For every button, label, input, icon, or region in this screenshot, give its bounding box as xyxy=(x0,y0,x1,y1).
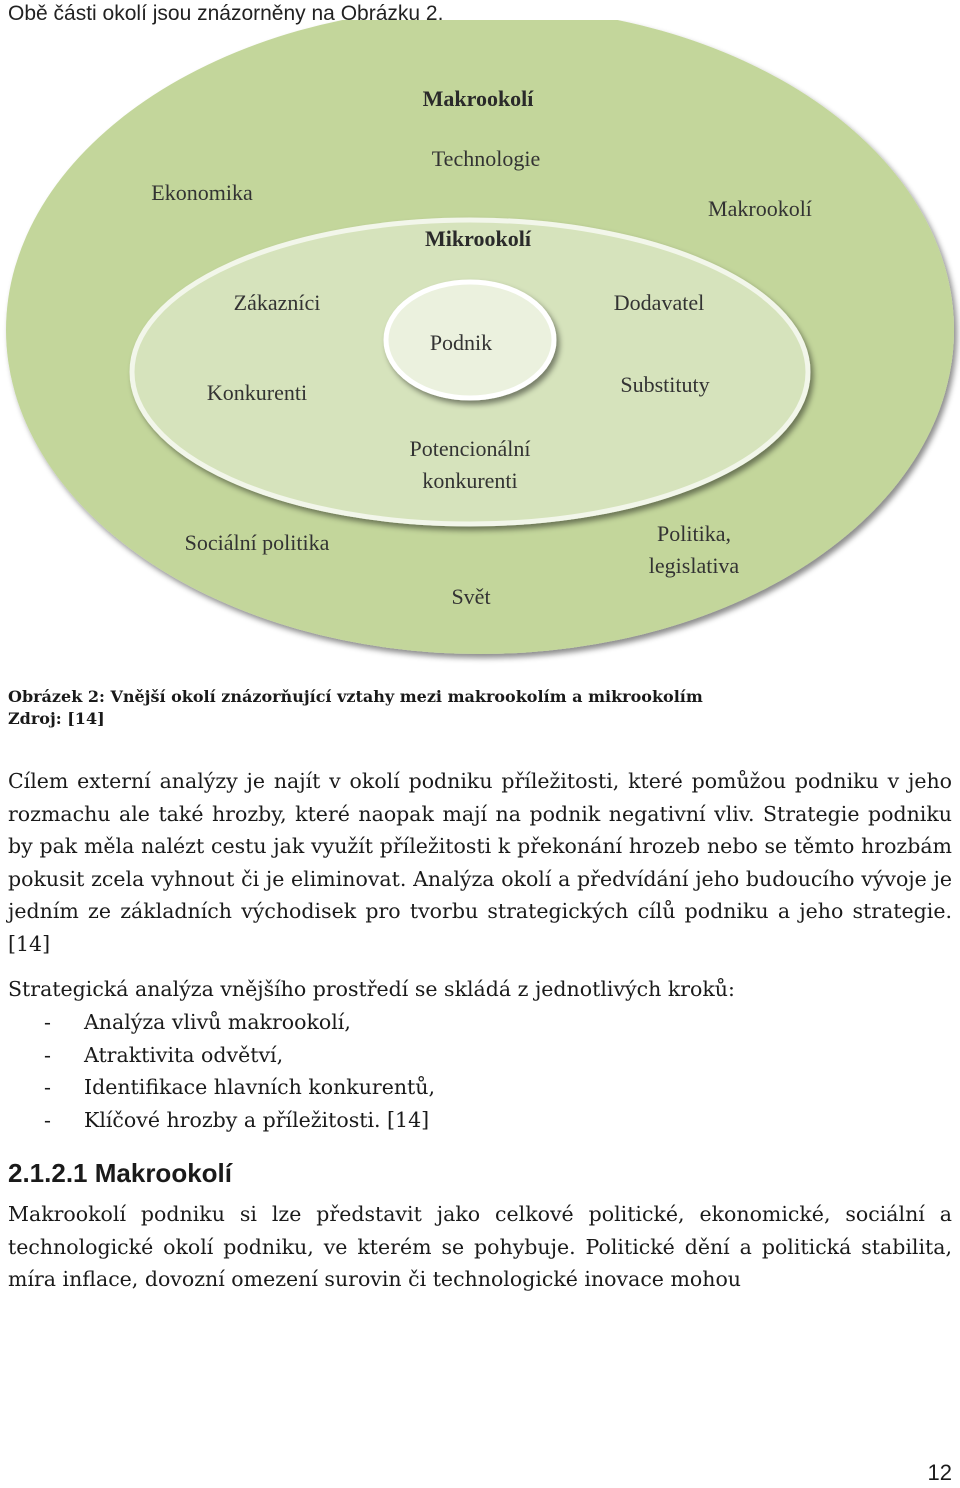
caption-source: Zdroj: [14] xyxy=(8,709,105,728)
outer-item-technologie: Technologie xyxy=(431,146,541,171)
center-label-podnik: Podnik xyxy=(429,330,493,355)
outer-item-ekonomika: Ekonomika xyxy=(151,180,253,205)
outer-item-politika-2: legislativa xyxy=(648,553,740,578)
outer-title: Makrookolí xyxy=(422,86,534,111)
outer-item-svet: Svět xyxy=(451,584,491,609)
list-item: - Klíčové hrozby a příležitosti. [14] xyxy=(44,1104,435,1137)
middle-title: Mikrookolí xyxy=(425,226,531,251)
environment-diagram xyxy=(0,20,960,670)
middle-item-zakaznici: Zákazníci xyxy=(233,290,321,315)
middle-item-potencionalni-2: konkurenti xyxy=(422,468,518,493)
section-heading: 2.1.2.1 Makrookolí xyxy=(8,1158,232,1188)
paragraph-external-analysis: Cílem externí analýzy je najít v okolí podniku příležitosti, které pomůžou podniku v jeho rozmachu ale také hrozby, které naopak mají na podnik negativní vliv. Strategie podniku by pak měla nalézt cestu jak využít příležitosti k překonání hrozeb nebo se těmto hrozbám pokusit zcela vyhnout či je eliminovat. Analýza okolí a předvídání jeho budoucího vývoje je jedním ze základních východisek pro tvorbu strategických cílů podniku a jeho strategie. [14] xyxy=(8,769,952,956)
middle-item-dodavatel: Dodavatel xyxy=(613,290,705,315)
middle-item-potencionalni-1: Potencionální xyxy=(409,436,531,461)
paragraph-makrookoli: Makrookolí podniku si lze představit jako celkové politické, ekonomické, sociální a technologické okolí podniku, ve kterém se pohybuje. Politické dění a politická stabilita, míra inflace, dovozní omezení surovin či technologické inovace mohou xyxy=(8,1202,952,1291)
analysis-steps-list xyxy=(44,1006,435,1136)
middle-item-substituty: Substituty xyxy=(620,372,710,397)
intro-text: Obě části okolí jsou znázorněny na Obrázku 2. xyxy=(8,2,444,25)
outer-item-politika-1: Politika, xyxy=(657,521,731,546)
list-item: - Atraktivita odvětví, xyxy=(44,1039,435,1072)
caption-title: Obrázek 2: Vnější okolí znázorňující vztahy mezi makrookolím a mikrookolím xyxy=(8,687,703,706)
list-item: - Analýza vlivů makrookolí, xyxy=(44,1006,435,1039)
list-item: - Identifikace hlavních konkurentů, xyxy=(44,1071,435,1104)
outer-label-right: Makrookolí xyxy=(708,196,812,221)
middle-item-konkurenti: Konkurenti xyxy=(206,380,308,405)
figure-caption xyxy=(8,686,703,730)
page-number: 12 xyxy=(927,1460,952,1485)
paragraph-strategic-analysis: Strategická analýza vnějšího prostředí se skládá z jednotlivých kroků: xyxy=(8,977,735,1001)
outer-item-socialni: Sociální politika xyxy=(184,530,330,555)
